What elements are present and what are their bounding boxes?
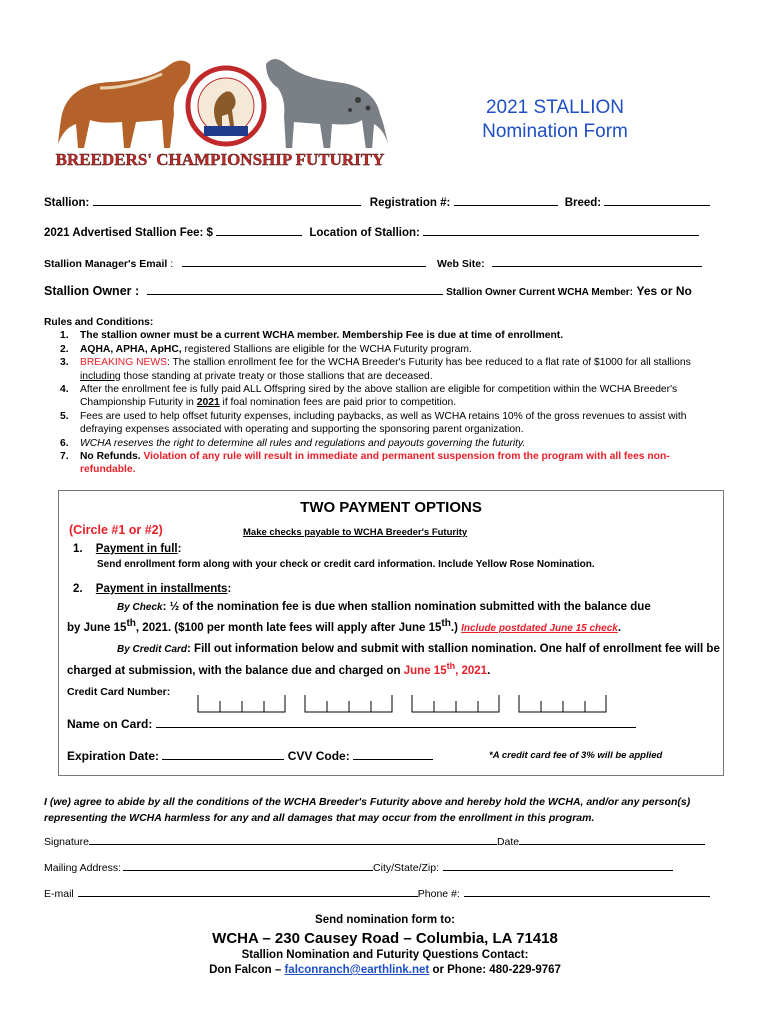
option2[interactable]: [73, 583, 231, 595]
email-input[interactable]: [78, 888, 418, 897]
by-credit-text: [67, 641, 722, 680]
rule-num: 1.: [60, 330, 69, 342]
rule-num: 7.: [60, 451, 69, 463]
by-check-label: By Check: [117, 602, 163, 613]
rule-text: if foal nomination fees are paid prior to competition.: [219, 397, 457, 409]
by-check-sup: th: [126, 618, 136, 629]
by-check-c: , 2021. ($100 per month late fees will apply after June 15: [135, 621, 442, 634]
email-label: E-mail: [44, 888, 74, 900]
registration-input[interactable]: [454, 196, 558, 206]
rule-underline: including: [80, 370, 121, 382]
stallion-label: Stallion:: [44, 197, 90, 209]
rule-text: The stallion owner must be a current WCHA member. Membership Fee is due at time of enrollment.: [80, 330, 564, 342]
name-on-card-row: [67, 717, 636, 731]
manager-email-label: Stallion Manager's Email: [44, 258, 168, 270]
horse-right-icon: [266, 59, 388, 150]
mailing-address: WCHA – 230 Causey Road – Columbia, LA 71418: [212, 930, 558, 947]
wcha-seal-icon: [188, 68, 264, 144]
rule-text: WCHA reserves the right to determine all rules and regulations and payouts governing the futurity.: [80, 437, 526, 449]
postdated-end: .: [617, 621, 622, 634]
rules-heading: Rules and Conditions:: [44, 317, 154, 328]
date-label: Date: [496, 836, 520, 848]
by-credit-date: June 15: [403, 664, 447, 677]
signature-label: Signature: [44, 836, 89, 848]
by-credit-year: , 2021: [455, 664, 488, 677]
rule-red: Violation of any rule will result in immediate and permanent suspension from the program with all fees non-refundable.: [80, 451, 670, 476]
expiration-label: Expiration Date:: [67, 749, 160, 763]
owner-input[interactable]: [147, 285, 443, 295]
title-line2: Nomination Form: [482, 121, 628, 142]
date-input[interactable]: [519, 836, 705, 845]
location-input[interactable]: [423, 226, 699, 236]
signature-row: [44, 836, 705, 848]
payment-options-box: [58, 490, 724, 776]
rules-list: [44, 329, 724, 476]
rule-num: 6.: [60, 437, 69, 449]
location-label: Location of Stallion:: [309, 227, 420, 239]
rule-item: [44, 329, 724, 342]
name-on-card-input[interactable]: [156, 717, 636, 728]
city-label: City/State/Zip:: [373, 862, 439, 874]
cc-number-input[interactable]: [197, 693, 617, 713]
by-credit-sup: th: [446, 661, 456, 671]
rule-item: [44, 437, 724, 450]
option2-label: Payment in installments: [95, 583, 228, 595]
mailing-row: [44, 862, 673, 874]
manager-row: [44, 257, 702, 270]
manager-email-input[interactable]: [182, 257, 426, 267]
cvv-input[interactable]: [353, 749, 433, 760]
mailing-label: Mailing Address:: [44, 862, 122, 874]
option1[interactable]: [73, 543, 181, 555]
form-title: [430, 96, 680, 144]
fee-row: [44, 226, 699, 239]
member-yes-no[interactable]: Yes or No: [636, 284, 692, 298]
rule-text: registered Stallions are eligible for the WCHA Futurity program.: [181, 343, 472, 355]
registration-label: Registration #:: [369, 197, 451, 209]
title-line1: 2021 STALLION: [485, 97, 624, 118]
rule-bold: AQHA, APHA, ApHC,: [80, 343, 182, 355]
rule-item: [44, 343, 724, 356]
phone-input[interactable]: [464, 888, 710, 897]
option1-colon: :: [177, 543, 182, 555]
email-row: [44, 888, 710, 900]
rule-text: After the enrollment fee is fully paid ALL Offspring sired by the above stallion are eligible for competition within the WCHA Breeder's Championship Futurity in: [80, 384, 678, 409]
breed-label: Breed:: [564, 197, 602, 209]
mailing-input[interactable]: [123, 862, 373, 871]
city-input[interactable]: [443, 862, 673, 871]
rule-num: 2.: [60, 343, 69, 355]
fee-label: 2021 Advertised Stallion Fee: $: [44, 227, 213, 239]
agreement-text: I (we) agree to abide by all the conditions of the WCHA Breeder's Futurity above and hereby hold the WCHA, and/or any person(s) representing the WCHA harmless for any and all damages that may occur from the enrollment in this program.: [44, 796, 691, 824]
rule-item: [44, 356, 724, 383]
send-to-label: Send nomination form to:: [315, 914, 455, 926]
cc-fee-note: *A credit card fee of 3% will be applied: [489, 750, 663, 761]
stallion-input[interactable]: [93, 196, 361, 206]
member-question-label: Stallion Owner Current WCHA Member:: [446, 287, 633, 298]
breaking-news: BREAKING NEWS: [80, 357, 167, 369]
rule-item: [44, 410, 724, 437]
by-credit-a: : Fill out information below and submit with stallion nomination. One half of enrollment fee will be charged at submission, with the balance due and charged on: [67, 643, 720, 677]
option1-description: Send enrollment form along with your check or credit card information. Include Yellow Rose Nomination.: [97, 559, 595, 570]
phone-label: Phone #:: [417, 888, 460, 900]
rule-text: Fees are used to help offset futurity expenses, including paybacks, as well as WCHA retains 10% of the gross revenues to assist with defraying expenses associated with operating and supporting the sponsoring parent organization.: [80, 410, 687, 436]
by-check-sup: th: [441, 618, 451, 629]
contact-phone: or Phone: 480-229-9767: [429, 964, 561, 976]
owner-row: [44, 284, 692, 298]
option2-colon: :: [227, 583, 232, 595]
stallion-row: [44, 196, 710, 209]
option1-label: Payment in full: [95, 543, 178, 555]
cvv-label: CVV Code:: [287, 749, 350, 763]
rules-section: [44, 316, 724, 477]
rule-text: those standing at private treaty or those stallions that are deceased.: [120, 370, 433, 382]
by-check-d: .): [450, 621, 458, 634]
website-label: Web Site:: [436, 258, 485, 270]
rule-num: 4.: [60, 384, 69, 396]
rule-num: 3.: [60, 357, 69, 369]
contact-email-link[interactable]: falconranch@earthlink.net: [284, 964, 430, 976]
rule-text: : The stallion enrollment fee for the WCHA Breeder's Futurity has bee reduced to a flat rate of $1000 for all stallions: [166, 357, 691, 369]
horse-left-icon: [58, 60, 190, 148]
owner-label: Stallion Owner :: [44, 284, 140, 298]
postdated-note: Include postdated June 15 check: [461, 622, 618, 634]
circle-instruction: (Circle #1 or #2): [69, 523, 163, 537]
by-check-text: [67, 599, 717, 637]
rule-item: [44, 450, 724, 477]
make-checks-note: Make checks payable to WCHA Breeder's Futurity: [243, 527, 468, 538]
option1-num: 1.: [73, 543, 83, 555]
by-credit-end: .: [487, 664, 491, 677]
by-check-a: : ½ of the nomination fee is due when stallion nomination submitted with the balance due: [162, 601, 651, 613]
by-check-b: by June 15: [67, 621, 127, 634]
expiration-input[interactable]: [162, 749, 284, 760]
manager-email-colon: :: [167, 258, 174, 270]
expiration-row: [67, 749, 433, 763]
signature-input[interactable]: [89, 836, 497, 845]
rule-bold: No Refunds.: [80, 451, 141, 463]
contact-name: Don Falcon –: [209, 964, 285, 976]
option2-num: 2.: [73, 583, 83, 595]
breed-input[interactable]: [604, 196, 710, 206]
name-on-card-label: Name on Card:: [67, 717, 153, 731]
wcha-logo: [40, 44, 400, 172]
rule-year: 2021: [196, 397, 220, 409]
questions-contact: Stallion Nomination and Futurity Questions Contact:: [241, 949, 529, 961]
contact-line: [0, 964, 770, 976]
cc-number-label: Credit Card Number:: [67, 686, 171, 698]
rule-item: [44, 383, 724, 410]
website-input[interactable]: [492, 257, 702, 267]
by-credit-label: By Credit Card: [117, 644, 188, 655]
payment-title: TWO PAYMENT OPTIONS: [300, 499, 482, 516]
logo-banner-text: BREEDERS' CHAMPIONSHIP FUTURITY: [55, 150, 385, 169]
fee-input[interactable]: [216, 226, 302, 236]
rule-num: 5.: [60, 410, 69, 422]
